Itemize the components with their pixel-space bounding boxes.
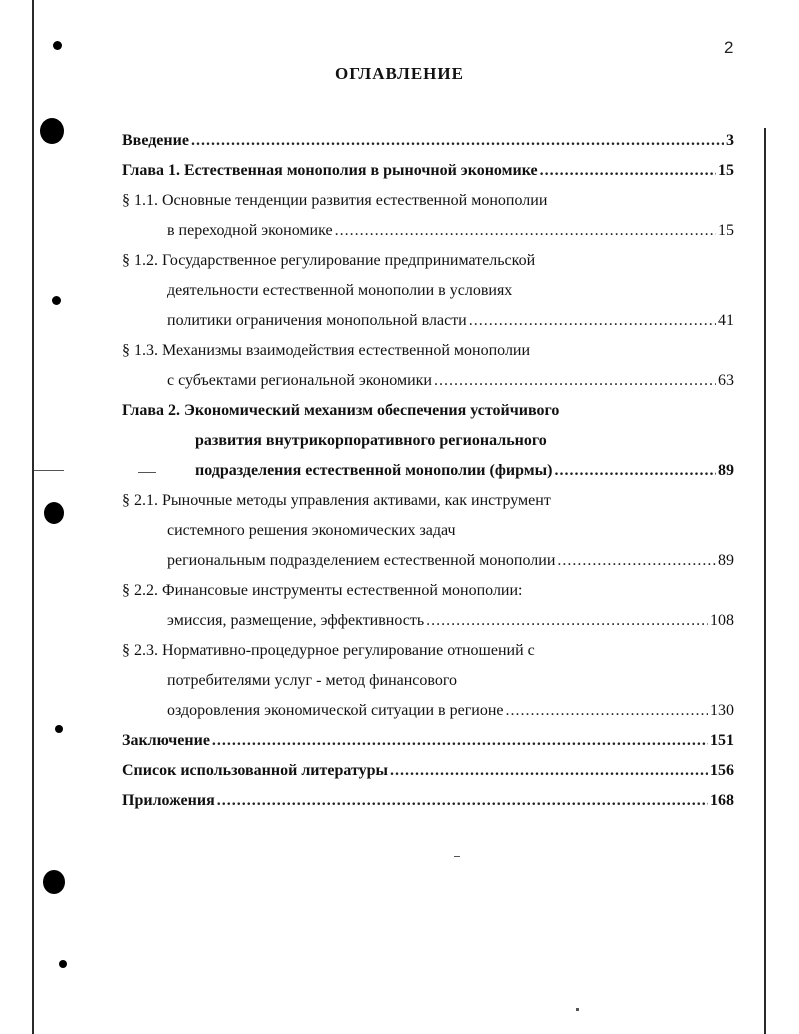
toc-entry-label: с субъектами региональной экономики: [167, 372, 432, 389]
toc-entry-references[interactable]: [122, 756, 734, 786]
toc-leader-dots: [557, 546, 716, 576]
toc-entry-intro[interactable]: [122, 126, 734, 156]
toc-entry-label: Глава 1. Естественная монополия в рыночной экономике: [122, 162, 538, 179]
toc-entry-appendix[interactable]: [122, 786, 734, 816]
punch-hole: [59, 960, 67, 968]
toc-leader-dots: [426, 606, 708, 636]
toc-entry-chapter-2-line[interactable]: [122, 456, 734, 486]
toc-entry-label: § 1.3. Механизмы взаимодействия естественной монополии: [122, 342, 531, 359]
page-edge-left: [32, 0, 34, 1034]
toc-entry-section-2-1-line[interactable]: [122, 516, 734, 546]
toc-entry-section-2-2-line[interactable]: [122, 606, 734, 636]
toc-entry-label: § 1.2. Государственное регулирование предпринимательской: [122, 252, 536, 269]
toc-page-number: 89: [718, 552, 734, 569]
toc-entry-label: Заключение: [122, 732, 210, 749]
toc-entry-label: § 2.2. Финансовые инструменты естественной монополии:: [122, 582, 523, 599]
toc-entry-section-1-2-line[interactable]: [122, 306, 734, 336]
toc-entry-section-2-3-line[interactable]: [122, 666, 734, 696]
toc-leader-dots: [191, 126, 724, 156]
punch-hole: [55, 725, 63, 733]
toc-entry-label: политики ограничения монопольной власти: [167, 312, 467, 329]
toc-entry-section-1-1-line[interactable]: [122, 186, 734, 216]
toc-entry-label: Приложения: [122, 792, 215, 809]
toc-page-number: 130: [710, 702, 734, 719]
toc-entry-label: деятельности естественной монополии в условиях: [167, 282, 513, 299]
toc-page-number: 108: [710, 612, 734, 629]
toc-entry-section-2-1-line[interactable]: [122, 486, 734, 516]
punch-hole: [53, 41, 62, 50]
toc-entry-label: развития внутрикорпоративного регионального: [195, 432, 547, 449]
toc-entry-chapter-2-line[interactable]: [122, 396, 734, 426]
toc-leader-dots: [555, 456, 717, 486]
toc-entry-section-1-1-line[interactable]: [122, 216, 734, 246]
toc-entry-section-1-3-line[interactable]: [122, 366, 734, 396]
scan-speck: [576, 1008, 579, 1011]
toc-entry-chapter-2-line[interactable]: [122, 426, 734, 456]
table-of-contents: [122, 126, 734, 816]
toc-entry-section-2-3-line[interactable]: [122, 696, 734, 726]
toc-entry-label: эмиссия, размещение, эффективность: [167, 612, 425, 629]
toc-page-number: 151: [710, 732, 734, 749]
toc-entry-section-1-2-line[interactable]: [122, 276, 734, 306]
toc-page-number: 63: [718, 372, 734, 389]
toc-entry-label: § 2.1. Рыночные методы управления активами, как инструмент: [122, 492, 551, 509]
toc-entry-label: подразделения естественной монополии (фирмы): [195, 462, 553, 479]
page-title: ОГЛАВЛЕНИЕ: [335, 64, 464, 83]
scan-speck: [34, 470, 64, 471]
toc-entry-label: потребителями услуг - метод финансового: [167, 672, 457, 689]
toc-leader-dots: [506, 696, 709, 726]
toc-entry-label: § 1.1. Основные тенденции развития естественной монополии: [122, 192, 548, 209]
page-number: 2: [724, 38, 734, 57]
toc-leader-dots: [469, 306, 716, 336]
punch-hole: [43, 870, 65, 894]
toc-entry-section-2-1-line[interactable]: [122, 546, 734, 576]
toc-entry-label: Глава 2. Экономический механизм обеспечения устойчивого: [122, 402, 560, 419]
toc-leader-dots: [212, 726, 708, 756]
punch-hole: [40, 118, 64, 144]
toc-entry-section-1-3-line[interactable]: [122, 336, 734, 366]
toc-entry-label: § 2.3. Нормативно-процедурное регулирование отношений с: [122, 642, 535, 659]
toc-leader-dots: [390, 756, 708, 786]
page-edge-right: [764, 128, 766, 1034]
toc-page-number: 3: [726, 132, 734, 149]
toc-leader-dots: [540, 156, 716, 186]
toc-page-number: 15: [718, 222, 734, 239]
toc-entry-section-2-2-line[interactable]: [122, 576, 734, 606]
scan-speck: [454, 856, 460, 857]
toc-page-number: 41: [718, 312, 734, 329]
toc-page-number: 15: [718, 162, 734, 179]
toc-entry-conclusion[interactable]: [122, 726, 734, 756]
toc-page-number: 156: [710, 762, 734, 779]
toc-entry-label: в переходной экономике: [167, 222, 333, 239]
toc-entry-label: системного решения экономических задач: [167, 522, 456, 539]
toc-entry-label: Список использованной литературы: [122, 762, 388, 779]
toc-leader-dots: [434, 366, 716, 396]
toc-leader-dots: [217, 786, 708, 816]
toc-entry-chapter-1[interactable]: [122, 156, 734, 186]
toc-entry-section-1-2-line[interactable]: [122, 246, 734, 276]
toc-leader-dots: [335, 216, 716, 246]
toc-page-number: 168: [710, 792, 734, 809]
toc-entry-label: региональным подразделением естественной монополии: [167, 552, 556, 569]
punch-hole: [44, 502, 64, 524]
toc-entry-section-2-3-line[interactable]: [122, 636, 734, 666]
toc-entry-label: Введение: [122, 132, 189, 149]
toc-page-number: 89: [718, 462, 734, 479]
punch-hole: [52, 296, 61, 305]
toc-entry-label: оздоровления экономической ситуации в регионе: [167, 702, 504, 719]
